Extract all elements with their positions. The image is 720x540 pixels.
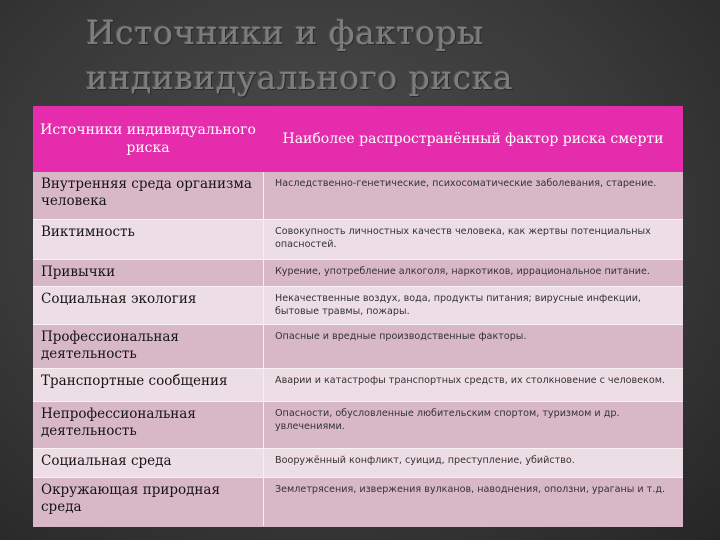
row-factor: Совокупность личностных качеств человека, как жертвы потенциальных опасностей. [275, 226, 651, 250]
row-factor: Опасные и вредные производственные факторы. [275, 331, 527, 342]
table-row [33, 286, 683, 325]
slide-title [86, 10, 686, 100]
risk-table [33, 106, 683, 526]
table-header [33, 106, 683, 172]
slide-title-line-1: Источники и факторы [86, 13, 484, 52]
table-row [33, 172, 683, 219]
row-source: Внутренняя среда организма человека [41, 176, 252, 209]
row-source: Окружающая природная среда [41, 482, 221, 515]
table-row [33, 259, 683, 287]
row-factor: Наследственно-генетические, психосоматические заболевания, старение. [275, 178, 657, 189]
slide-title-line-2: индивидуального риска [86, 58, 514, 97]
row-factor: Аварии и катастрофы транспортных средств, их столкновение с человеком. [275, 375, 665, 386]
table-row [33, 368, 683, 402]
row-source: Профессиональная деятельность [41, 329, 179, 362]
row-source: Социальная среда [41, 453, 172, 469]
row-source: Непрофессиональная деятельность [41, 406, 196, 439]
row-source: Привычки [41, 264, 116, 280]
table-row [33, 324, 683, 369]
table-row [33, 448, 683, 478]
row-source: Социальная экология [41, 291, 197, 307]
header-sources: Источники индивидуального риска [40, 122, 256, 156]
row-factor: Курение, употребление алкоголя, наркотиков, иррациональное питание. [275, 266, 650, 277]
row-source: Транспортные сообщения [41, 373, 228, 389]
header-factors: Наиболее распространённый фактор риска смерти [282, 131, 664, 147]
row-factor: Опасности, обусловленные любительским спортом, туризмом и др. увлечениями. [275, 408, 620, 432]
row-factor: Некачественные воздух, вода, продукты питания; вирусные инфекции, бытовые травмы, пожары. [275, 293, 641, 317]
table-row [33, 401, 683, 449]
row-factor: Вооружённый конфликт, суицид, преступление, убийство. [275, 455, 575, 466]
row-source: Виктимность [41, 224, 135, 240]
row-factor: Землетрясения, извержения вулканов, наводнения, оползни, ураганы и т.д. [275, 484, 665, 495]
table-row [33, 477, 683, 527]
table-row [33, 219, 683, 260]
column-divider [263, 172, 264, 526]
